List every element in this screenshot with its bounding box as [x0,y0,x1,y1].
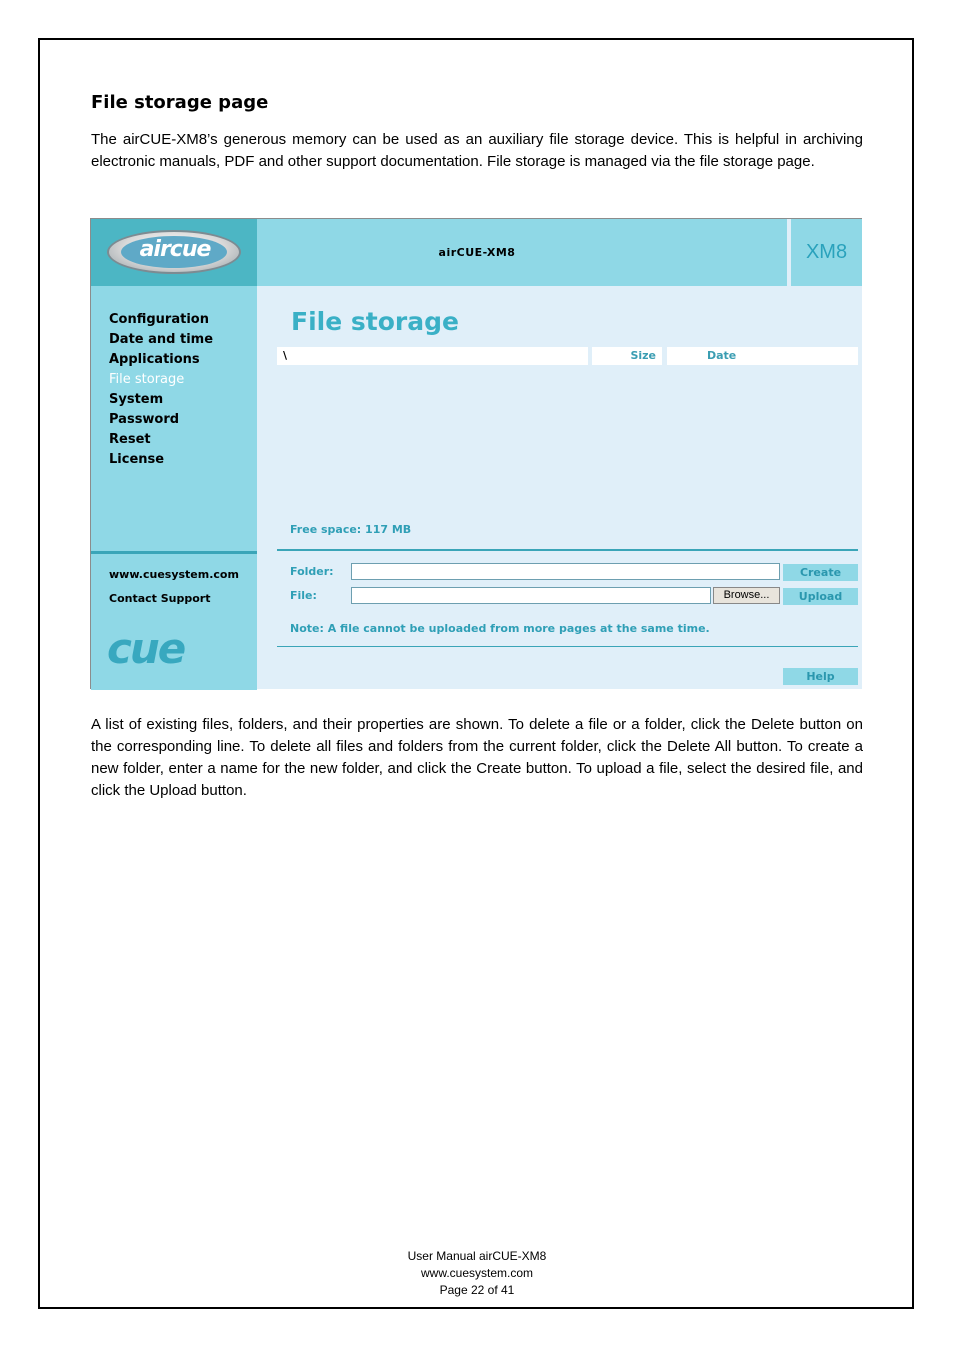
upload-button[interactable]: Upload [783,588,858,605]
intro-paragraph: The airCUE-XM8’s generous memory can be used as an auxiliary file storage device. This is helpful in archiving electronic manuals, PDF and other support documentation. File storage is managed via the file storage page. [91,131,863,170]
cue-logo: cue [107,624,185,673]
sidebar-item-reset[interactable]: Reset [109,432,151,447]
sidebar [91,286,257,690]
sidebar-nav [109,310,213,470]
sidebar-item-configuration[interactable]: Configuration [109,312,209,327]
header-bar [257,219,787,286]
file-label: File: [290,589,317,602]
sidebar-item-password[interactable]: Password [109,412,180,427]
footer-page-number: Page 22 of 41 [439,1283,515,1297]
upload-note: Note: A file cannot be uploaded from more pages at the same time. [290,622,710,635]
section-heading: File storage page [91,92,269,113]
free-space-label: Free space: 117 MB [290,523,412,536]
file-input[interactable] [351,587,711,604]
column-header-size[interactable]: Size [592,347,662,365]
model-badge [791,219,862,286]
column-header-path: \ [277,347,588,365]
footer-title: User Manual airCUE-XM8 [407,1249,547,1263]
sidebar-item-date-and-time[interactable]: Date and time [109,332,214,347]
sidebar-item-applications[interactable]: Applications [109,352,200,367]
aircue-logo-text: aircue [139,237,211,262]
help-button[interactable]: Help [783,668,858,685]
form-divider-top [277,549,858,551]
contact-support-link[interactable]: Contact Support [109,592,211,605]
sidebar-item-file-storage[interactable]: File storage [109,372,185,387]
page-title: File storage [291,307,459,336]
sidebar-item-license[interactable]: License [109,452,165,467]
website-link[interactable]: www.cuesystem.com [109,568,239,581]
create-button[interactable]: Create [783,564,858,581]
description-paragraph: A list of existing files, folders, and their properties are shown. To delete a file or a folder, click the Delete button on the corresponding line. To delete all files and folders from the current folder, click the Delete All button. To create a new folder, enter a name for the new folder, and click the Create button. To upload a file, select the desired file, and click the Upload button. [91,716,863,799]
model-badge-text: XM8 [805,241,848,263]
column-header-date[interactable]: Date [667,347,858,365]
sidebar-item-system[interactable]: System [109,392,164,407]
form-divider-bottom [277,646,858,647]
ui-screenshot [90,218,862,689]
sidebar-divider [91,551,257,554]
browse-button[interactable]: Browse... [713,587,780,604]
footer-website: www.cuesystem.com [420,1266,534,1280]
header-logo-area [91,219,257,286]
folder-input[interactable] [351,563,780,580]
folder-label: Folder: [290,565,334,578]
device-title: airCUE-XM8 [438,246,516,259]
